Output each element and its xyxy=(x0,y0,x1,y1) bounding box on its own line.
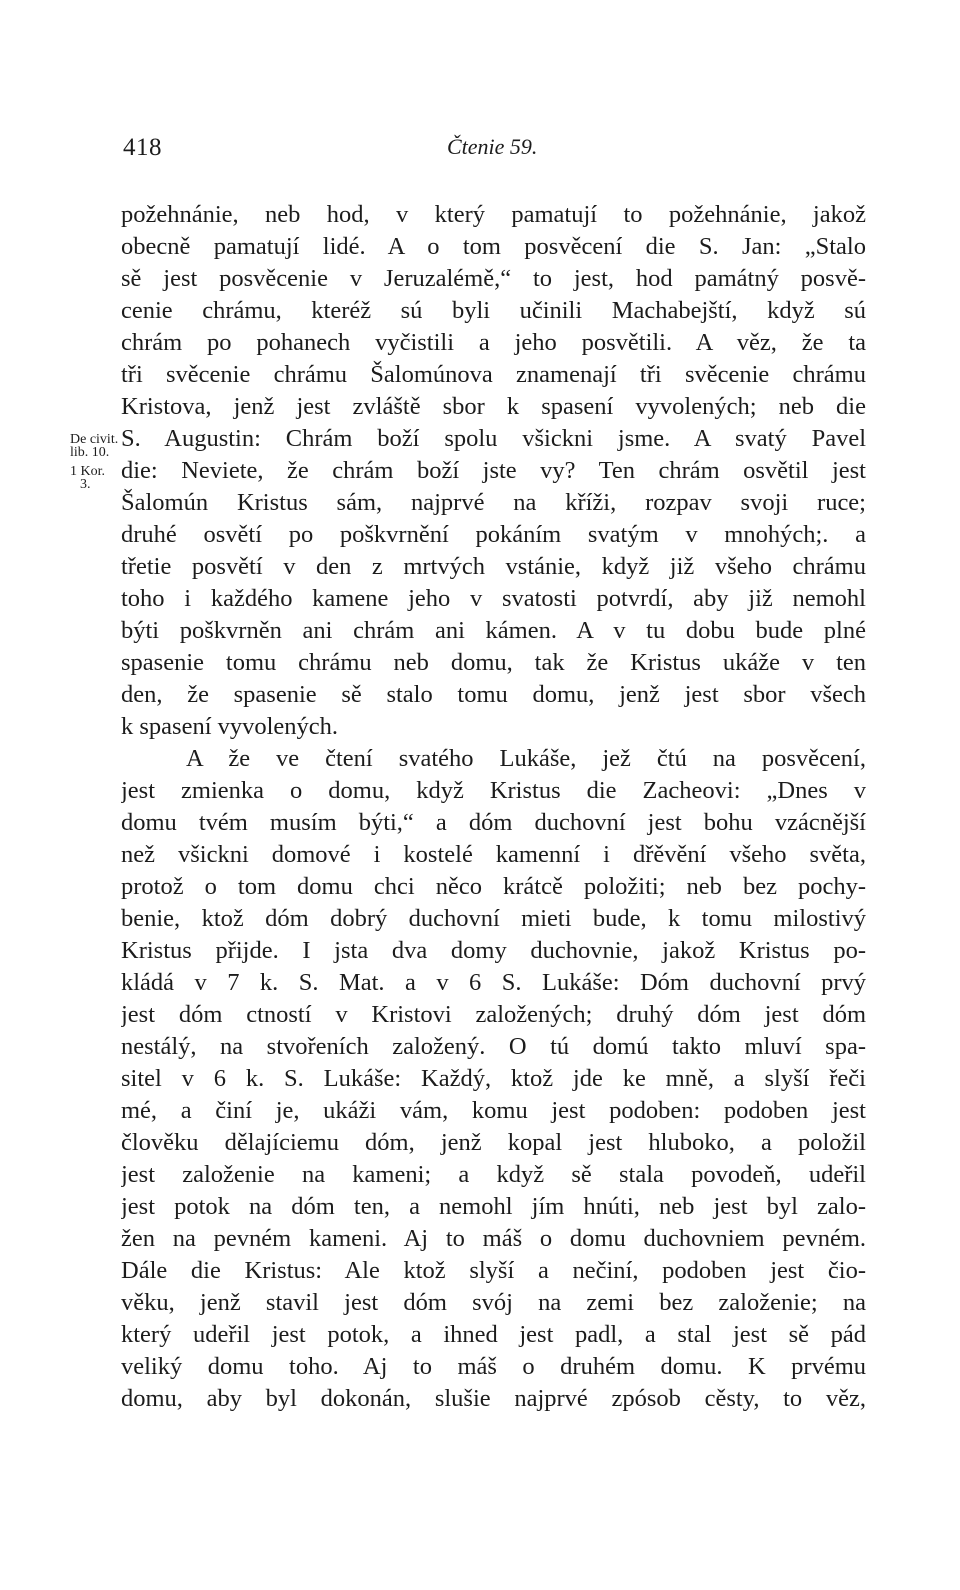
text-line: požehnánie, neb hod, v který pamatují to požehnánie, jakož xyxy=(121,201,866,228)
page-number: 418 xyxy=(123,134,162,161)
margin-note: De civit. xyxy=(70,432,119,447)
text-line: domu, aby byl dokonán, slušie najprvé zpósob cěsty, to věz, xyxy=(121,1385,866,1412)
text-line: býti poškvrněn ani chrám ani kámen. A v tu dobu bude plné xyxy=(121,617,866,644)
text-line: domu tvém musím býti,“ a dóm duchovní jest bohu vzácnější xyxy=(121,809,866,836)
text-line: nestálý, na stvořeních založený. O tú domú takto mluví spa- xyxy=(121,1033,866,1060)
margin-note: 3. xyxy=(80,477,91,492)
text-line: jest potok na dóm ten, a nemohl jím hnúti, neb jest byl zalo- xyxy=(121,1193,866,1220)
text-line: který udeřil jest potok, a ihned jest padl, a stal jest sě pád xyxy=(121,1321,866,1348)
text-line: protož o tom domu chci něco krátcě položiti; neb bez pochy- xyxy=(121,873,866,900)
text-line: sě jest posvěcenie v Jeruzalémě,“ to jest, hod památný posvě- xyxy=(121,265,866,292)
body-text xyxy=(121,199,866,1415)
text-line: jest dóm ctností v Kristovi založených; druhý dóm jest dóm xyxy=(121,1001,866,1028)
page-header xyxy=(123,134,553,174)
text-line: obecně pamatují lidé. A o tom posvěcení die S. Jan: „Stalo xyxy=(121,233,866,260)
text-line: Kristova, jenž jest zvláště sbor k spasení vyvolených; neb die xyxy=(121,393,866,420)
margin-note: 1 Kor. xyxy=(70,464,105,479)
text-line: k spasení vyvolených. xyxy=(121,713,339,740)
text-line: A že ve čtení svatého Lukáše, jež čtú na posvěcení, xyxy=(186,745,866,772)
text-line: chrám po pohanech vyčistili a jeho posvětili. A věz, že ta xyxy=(121,329,866,356)
text-line: třetie posvětí v den z mrtvých vstánie, když již všeho chrámu xyxy=(121,553,866,580)
running-head: Čtenie 59. xyxy=(447,134,538,159)
text-line: Šalomún Kristus sám, najprvé na kříži, rozpav svoji ruce; xyxy=(121,489,866,516)
text-line: Kristus přijde. I jsta dva domy duchovnie, jakož Kristus po- xyxy=(121,937,866,964)
text-line: S. Augustin: Chrám boží spolu všickni jsme. A svatý Pavel xyxy=(121,425,866,452)
text-line: žen na pevném kameni. Aj to máš o domu duchovniem pevném. xyxy=(121,1225,866,1252)
text-line: tři svěcenie chrámu Šalomúnova znamenají tři svěcenie chrámu xyxy=(121,361,866,388)
text-line: spasenie tomu chrámu neb domu, tak že Kristus ukáže v ten xyxy=(121,649,866,676)
text-line: mé, a činí je, ukáži vám, komu jest podoben: podoben jest xyxy=(121,1097,866,1124)
margin-note: lib. 10. xyxy=(70,445,110,460)
text-line: benie, ktož dóm dobrý duchovní mieti bude, k tomu milostivý xyxy=(121,905,866,932)
text-line: veliký domu toho. Aj to máš o druhém domu. K prvému xyxy=(121,1353,866,1380)
text-line: sitel v 6 k. S. Lukáše: Každý, ktož jde ke mně, a slyší řeči xyxy=(121,1065,866,1092)
text-line: kládá v 7 k. S. Mat. a v 6 S. Lukáše: Dóm duchovní prvý xyxy=(121,969,866,996)
text-line: jest založenie na kameni; a když sě stala povodeň, udeřil xyxy=(121,1161,866,1188)
text-line: toho i každého kamene jeho v svatosti potvrdí, aby již nemohl xyxy=(121,585,866,612)
text-line: člověku dělajíciemu dóm, jenž kopal jest hluboko, a položil xyxy=(121,1129,866,1156)
text-line: věku, jenž stavil jest dóm svój na zemi bez založenie; na xyxy=(121,1289,866,1316)
text-line: jest zmienka o domu, když Kristus die Zacheovi: „Dnes v xyxy=(121,777,866,804)
text-line: Dále die Kristus: Ale ktož slyší a nečiní, podoben jest čio- xyxy=(121,1257,866,1284)
text-line: než všickni domové i kostelé kamenní i dřěvění všeho světa, xyxy=(121,841,866,868)
text-line: cenie chrámu, kteréž sú byli učinili Machabejští, když sú xyxy=(121,297,866,324)
text-line: druhé osvětí po poškvrnění pokáním svatým v mnohých;. a xyxy=(121,521,866,548)
text-line: den, že spasenie sě stalo tomu domu, jenž jest sbor všech xyxy=(121,681,866,708)
text-line: die: Neviete, že chrám boží jste vy? Ten chrám osvětil jest xyxy=(121,457,866,484)
